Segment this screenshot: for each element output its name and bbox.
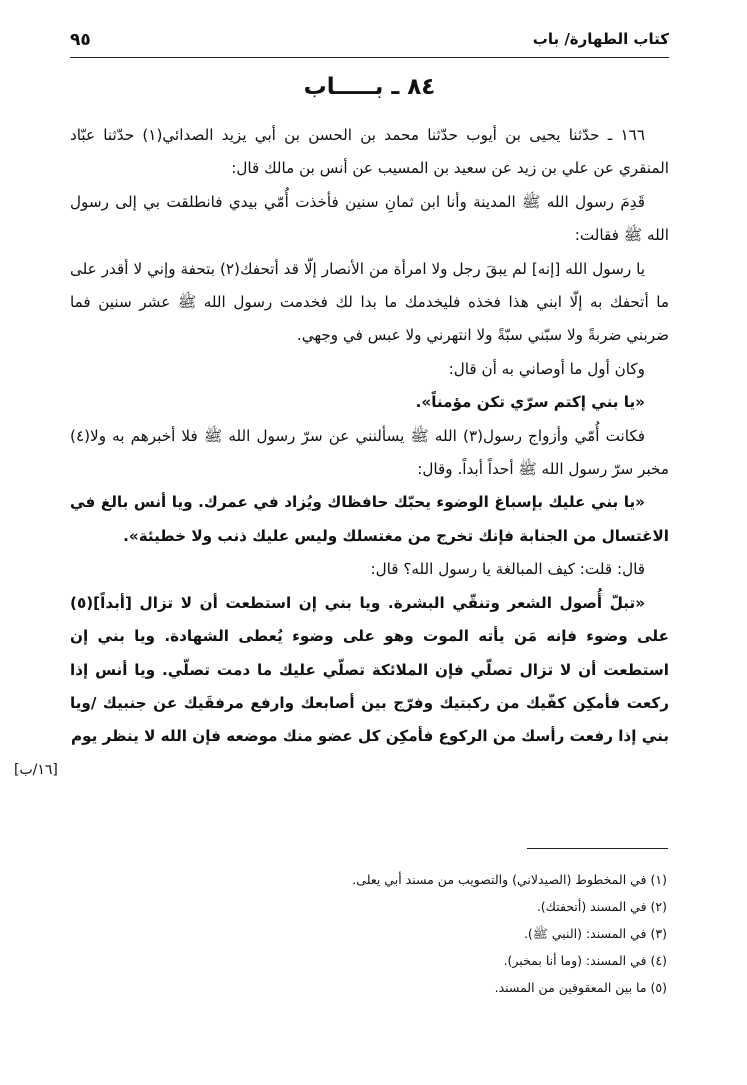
footnote-item: (٢) في المسند (أتحفتك).: [536, 899, 667, 914]
paragraph-quote: «تبلّ أُصول الشعر وتنقّي البشرة. ويا بني إن استطعت أن لا تزال [أبداً](٥) على وضوء فإنه مَن يأته الموت وهو على وضوء يُعطى الشهادة. ويا بني إن استطعت أن لا تزال تصلّي فإن الملائكة تصلّي عليك ما دمت تصلّي. ويا أنس إذا ركعت فأمكِن كفّيك من ركبتيك وفرّج بين أصابعك وارفع مرفقَيك عن جنبيك /ويا بني إذا رفعت رأسك من الركوع فأمكِن كل عضو منك موضعه فإن الله لا ينظر يوم: [70, 593, 669, 746]
paragraph: وكان أول ما أوصاني به أن قال:: [448, 359, 645, 378]
manuscript-folio-marker: [١٦/ب]: [14, 762, 58, 778]
running-title: كتاب الطهارة/ باب: [532, 30, 669, 48]
footnote-item: (٥) ما بين المعقوفين من المسند.: [494, 980, 667, 995]
paragraph-isnad: ١٦٦ ـ حدّثنا يحيى بن أيوب حدّثنا محمد بن الحسن بن أبي يزيد الصدائي(١) حدّثنا عبّاد المنقري عن علي بن زيد عن سعيد بن المسيب عن أنس بن مالك قال:: [70, 126, 669, 178]
footnotes: [70, 866, 667, 1001]
paragraph: قَدِمَ رسول الله ﷺ المدينة وأنا ابن ثمانِ سنين فأخذت أُمّي بيدي فانطلقت بي إلى رسول الله ﷺ فقالت:: [70, 192, 669, 245]
footnote-item: (٣) في المسند: (النبي ﷺ).: [523, 926, 667, 941]
footnote-item: (٤) في المسند: (وما أنا بمخبر).: [503, 953, 667, 968]
paragraph: يا رسول الله [إنه] لم يبقَ رجل ولا امرأة من الأنصار إلّا قد أتحفك(٢) بتحفة وإني لا أقدر على ما أتحفك به إلّا ابني هذا فخذه فليخدمك ما بدا لك فخدمت رسول الله ﷺ عشر سنين فما ضربني ضربةً ولا سبّني سبّةً ولا انتهرني ولا عبس في وجهي.: [70, 259, 669, 345]
footnote-item: (١) في المخطوط (الصيدلاني) والتصويب من مسند أبي يعلى.: [352, 872, 667, 887]
chapter-heading: ٨٤ ـ بـــــاب: [303, 74, 436, 100]
page-number: ٩٥: [70, 30, 91, 50]
paragraph: قال: قلت: كيف المبالغة يا رسول الله؟ قال:: [370, 560, 645, 579]
paragraph: فكانت أُمّي وأزواج رسول(٣) الله ﷺ يسألنني عن سرّ رسول الله ﷺ فلا أخبرهم به ولا(٤) مخبر سرّ رسول الله ﷺ أحداً أبداً. وقال:: [70, 426, 669, 479]
paragraph-quote: «يا بني عليك بإسباغ الوضوء يحبّك حافظاك ويُزاد في عمرك. ويا أنس بالغ في الاغتسال من الجنابة فإنك تخرج من مغتسلك وليس عليك ذنب ولا خطيئة».: [70, 493, 669, 545]
paragraph-quote: «يا بني إكتم سرّي تكن مؤمناً».: [415, 393, 645, 412]
page-header: [70, 26, 669, 54]
main-text: [70, 119, 669, 754]
header-divider: [70, 57, 669, 58]
footnote-divider: [527, 848, 668, 849]
